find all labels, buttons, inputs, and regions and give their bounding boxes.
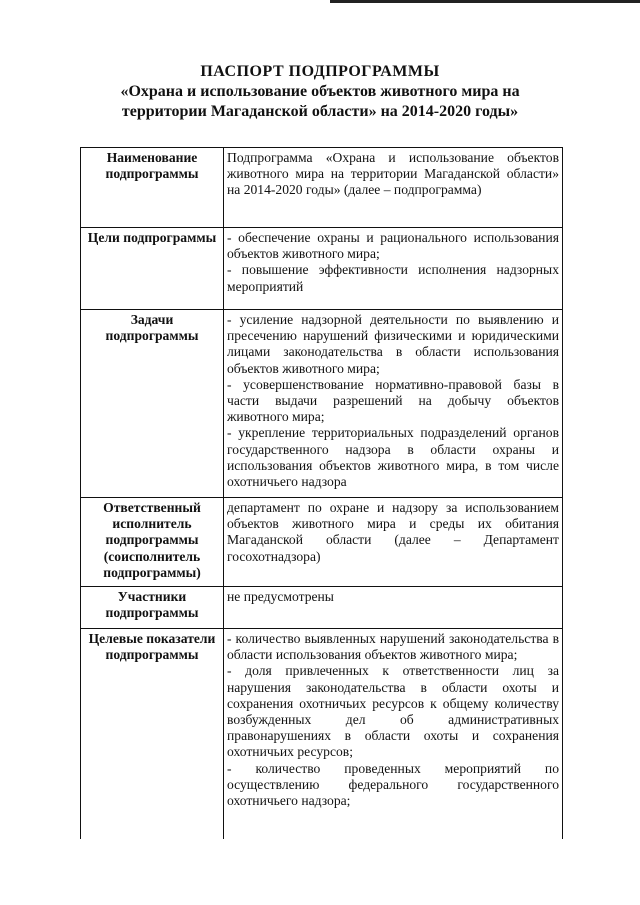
value-item: не предусмотрены: [227, 589, 334, 605]
row-label-indicators: Целевые показатели подпрограммы: [81, 629, 224, 839]
document-subtitle-line1: «Охрана и использование объектов животного мира на: [120, 83, 520, 100]
value-item: - повышение эффективности исполнения надзорных мероприятий: [227, 262, 559, 294]
value-item: - количество выявленных нарушений законодательства в области использования объектов животного мира;: [227, 631, 559, 663]
row-label-executor: Ответственный исполнитель подпрограммы (соисполнитель подпрограммы): [81, 498, 224, 587]
value-item: департамент по охране и надзору за использованием объектов животного мира и среды их обитания Магаданской области (далее – Департамент госохотнадзора): [227, 500, 559, 564]
document-subtitle-line2: территории Магаданской области» на 2014-2020 годы»: [121, 103, 519, 120]
table-row: [81, 228, 563, 310]
value-item: - усиление надзорной деятельности по выявлению и пресечению нарушений физическими и юридическими лицами законодательства в области использования объектов животного мира;: [227, 312, 559, 376]
row-value-tasks: [224, 310, 563, 498]
row-value-goals: [224, 228, 563, 310]
document-header: [0, 62, 640, 122]
row-label-tasks: Задачи подпрограммы: [81, 310, 224, 498]
value-item: - количество проведенных мероприятий по осуществлению федерального государственного охотничьего надзора;: [227, 760, 559, 809]
table-row: [81, 629, 563, 839]
row-label-goals: Цели подпрограммы: [81, 228, 224, 310]
document-title: ПАСПОРТ ПОДПРОГРАММЫ: [200, 63, 440, 80]
row-value-indicators: [224, 629, 563, 839]
value-item: Подпрограмма «Охрана и использование объектов животного мира на территории Магаданской области» на 2014-2020 годы» (далее – подпрограмма): [227, 150, 559, 198]
table-row: [81, 310, 563, 498]
row-value-participants: [224, 587, 563, 629]
value-item: - обеспечение охраны и рационального использования объектов животного мира;: [227, 230, 559, 262]
table-row: [81, 148, 563, 228]
value-item: - доля привлеченных к ответственности лиц за нарушения законодательства в области охоты и сохранения охотничьих ресурсов к общему количеству возбужденных дел об административных правонарушениях в области охоты и сохранения охотничьих ресурсов;: [227, 663, 559, 760]
passport-table: [80, 147, 563, 839]
row-label-participants: Участники подпрограммы: [81, 587, 224, 629]
row-label-name: Наименование подпрограммы: [81, 148, 224, 228]
row-value-name: [224, 148, 563, 228]
value-item: - укрепление территориальных подразделений органов государственного надзора в области охраны и использования объектов животного мира, в том числе охотничьего надзора: [227, 425, 559, 490]
value-item: - усовершенствование нормативно-правовой базы в части выдачи разрешений на добычу объектов животного мира;: [227, 376, 559, 425]
scan-edge-line: [330, 0, 640, 3]
table-row: [81, 498, 563, 587]
row-value-executor: [224, 498, 563, 587]
table-row: [81, 587, 563, 629]
